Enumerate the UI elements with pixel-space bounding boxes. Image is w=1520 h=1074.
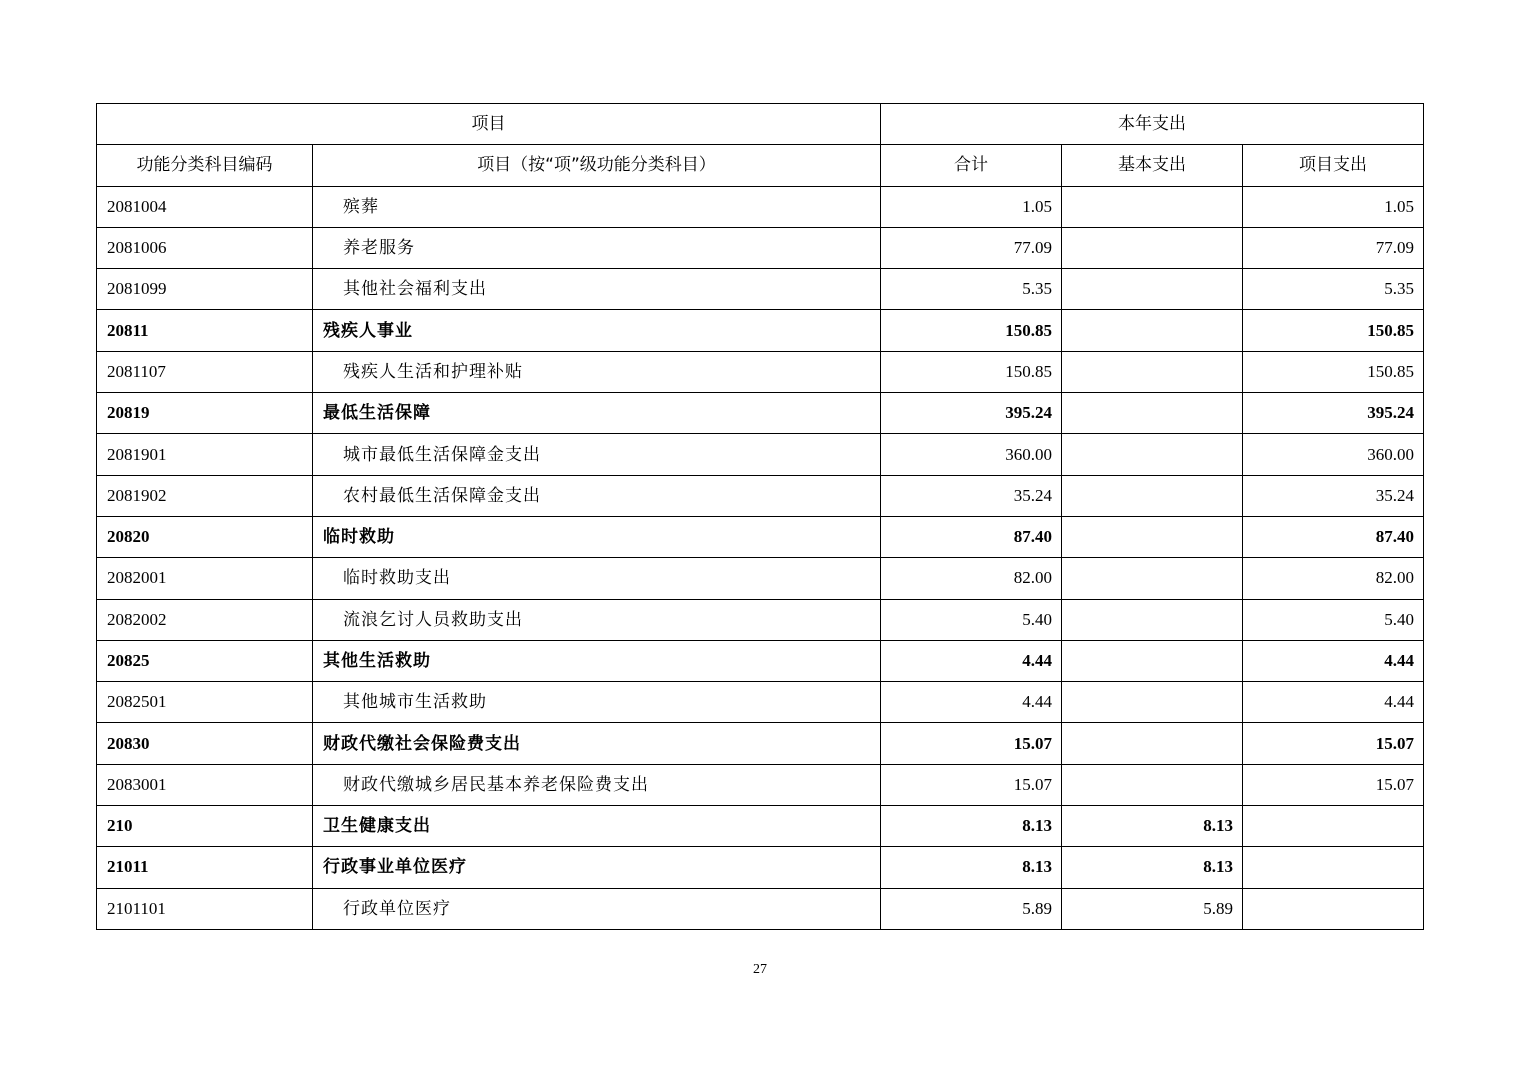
name-cell: 财政代缴社会保险费支出: [313, 723, 881, 764]
code-cell: 2082001: [97, 558, 313, 599]
name-cell: 临时救助支出: [313, 558, 881, 599]
table-row: [97, 558, 1424, 599]
code-cell: 2081004: [97, 186, 313, 227]
project-cell: 150.85: [1243, 351, 1424, 392]
table-row: [97, 764, 1424, 805]
basic-cell: [1062, 269, 1243, 310]
table-row: [97, 310, 1424, 351]
project-cell: 4.44: [1243, 682, 1424, 723]
basic-cell: [1062, 682, 1243, 723]
total-cell: 35.24: [881, 475, 1062, 516]
code-cell: 2083001: [97, 764, 313, 805]
header-name: 项目（按“项”级功能分类科目）: [313, 145, 881, 186]
total-cell: 395.24: [881, 393, 1062, 434]
table-row: [97, 351, 1424, 392]
total-cell: 8.13: [881, 806, 1062, 847]
total-cell: 15.07: [881, 723, 1062, 764]
code-cell: 20820: [97, 516, 313, 557]
total-cell: 150.85: [881, 351, 1062, 392]
basic-cell: [1062, 393, 1243, 434]
name-cell: 临时救助: [313, 516, 881, 557]
header-basic: 基本支出: [1062, 145, 1243, 186]
basic-cell: [1062, 434, 1243, 475]
code-cell: 2081901: [97, 434, 313, 475]
basic-cell: [1062, 558, 1243, 599]
code-cell: 20819: [97, 393, 313, 434]
name-cell: 其他城市生活救助: [313, 682, 881, 723]
table-row: [97, 186, 1424, 227]
total-cell: 4.44: [881, 682, 1062, 723]
project-cell: 77.09: [1243, 227, 1424, 268]
project-cell: 87.40: [1243, 516, 1424, 557]
project-cell: 360.00: [1243, 434, 1424, 475]
name-cell: 残疾人事业: [313, 310, 881, 351]
project-cell: [1243, 806, 1424, 847]
table-row: [97, 434, 1424, 475]
budget-expenditure-table: [96, 103, 1424, 930]
basic-cell: [1062, 599, 1243, 640]
basic-cell: [1062, 310, 1243, 351]
table-row: [97, 393, 1424, 434]
project-cell: 4.44: [1243, 640, 1424, 681]
total-cell: 5.40: [881, 599, 1062, 640]
project-cell: 395.24: [1243, 393, 1424, 434]
code-cell: 2081902: [97, 475, 313, 516]
name-cell: 其他生活救助: [313, 640, 881, 681]
basic-cell: [1062, 186, 1243, 227]
basic-cell: [1062, 227, 1243, 268]
project-cell: 1.05: [1243, 186, 1424, 227]
header-column-row: [97, 145, 1424, 186]
name-cell: 殡葬: [313, 186, 881, 227]
project-cell: [1243, 847, 1424, 888]
name-cell: 城市最低生活保障金支出: [313, 434, 881, 475]
code-cell: 2081099: [97, 269, 313, 310]
header-group-row: [97, 104, 1424, 145]
code-cell: 2081107: [97, 351, 313, 392]
total-cell: 82.00: [881, 558, 1062, 599]
code-cell: 2082501: [97, 682, 313, 723]
table-row: [97, 599, 1424, 640]
code-cell: 2081006: [97, 227, 313, 268]
name-cell: 行政单位医疗: [313, 888, 881, 929]
project-cell: 5.35: [1243, 269, 1424, 310]
total-cell: 4.44: [881, 640, 1062, 681]
code-cell: 2082002: [97, 599, 313, 640]
project-cell: 15.07: [1243, 723, 1424, 764]
name-cell: 卫生健康支出: [313, 806, 881, 847]
code-cell: 210: [97, 806, 313, 847]
project-cell: 82.00: [1243, 558, 1424, 599]
basic-cell: 5.89: [1062, 888, 1243, 929]
total-cell: 15.07: [881, 764, 1062, 805]
table-row: [97, 227, 1424, 268]
project-cell: 15.07: [1243, 764, 1424, 805]
table-row: [97, 847, 1424, 888]
total-cell: 87.40: [881, 516, 1062, 557]
code-cell: 2101101: [97, 888, 313, 929]
basic-cell: [1062, 640, 1243, 681]
total-cell: 360.00: [881, 434, 1062, 475]
basic-cell: [1062, 723, 1243, 764]
table-row: [97, 475, 1424, 516]
project-cell: 35.24: [1243, 475, 1424, 516]
project-cell: [1243, 888, 1424, 929]
project-cell: 5.40: [1243, 599, 1424, 640]
header-expense-group: 本年支出: [881, 104, 1424, 145]
table-row: [97, 806, 1424, 847]
project-cell: 150.85: [1243, 310, 1424, 351]
name-cell: 财政代缴城乡居民基本养老保险费支出: [313, 764, 881, 805]
header-project: 项目支出: [1243, 145, 1424, 186]
basic-cell: [1062, 475, 1243, 516]
basic-cell: [1062, 764, 1243, 805]
code-cell: 21011: [97, 847, 313, 888]
code-cell: 20825: [97, 640, 313, 681]
table-row: [97, 888, 1424, 929]
table-row: [97, 723, 1424, 764]
total-cell: 5.89: [881, 888, 1062, 929]
name-cell: 行政事业单位医疗: [313, 847, 881, 888]
total-cell: 150.85: [881, 310, 1062, 351]
header-item-group: 项目: [97, 104, 881, 145]
table-row: [97, 516, 1424, 557]
name-cell: 其他社会福利支出: [313, 269, 881, 310]
basic-cell: 8.13: [1062, 806, 1243, 847]
code-cell: 20811: [97, 310, 313, 351]
name-cell: 养老服务: [313, 227, 881, 268]
total-cell: 77.09: [881, 227, 1062, 268]
table-row: [97, 640, 1424, 681]
name-cell: 残疾人生活和护理补贴: [313, 351, 881, 392]
basic-cell: [1062, 516, 1243, 557]
table-row: [97, 269, 1424, 310]
name-cell: 农村最低生活保障金支出: [313, 475, 881, 516]
basic-cell: [1062, 351, 1243, 392]
page-number: 27: [753, 962, 767, 977]
basic-cell: 8.13: [1062, 847, 1243, 888]
table-row: [97, 682, 1424, 723]
total-cell: 8.13: [881, 847, 1062, 888]
code-cell: 20830: [97, 723, 313, 764]
header-code: 功能分类科目编码: [97, 145, 313, 186]
header-total: 合计: [881, 145, 1062, 186]
name-cell: 最低生活保障: [313, 393, 881, 434]
total-cell: 5.35: [881, 269, 1062, 310]
total-cell: 1.05: [881, 186, 1062, 227]
name-cell: 流浪乞讨人员救助支出: [313, 599, 881, 640]
